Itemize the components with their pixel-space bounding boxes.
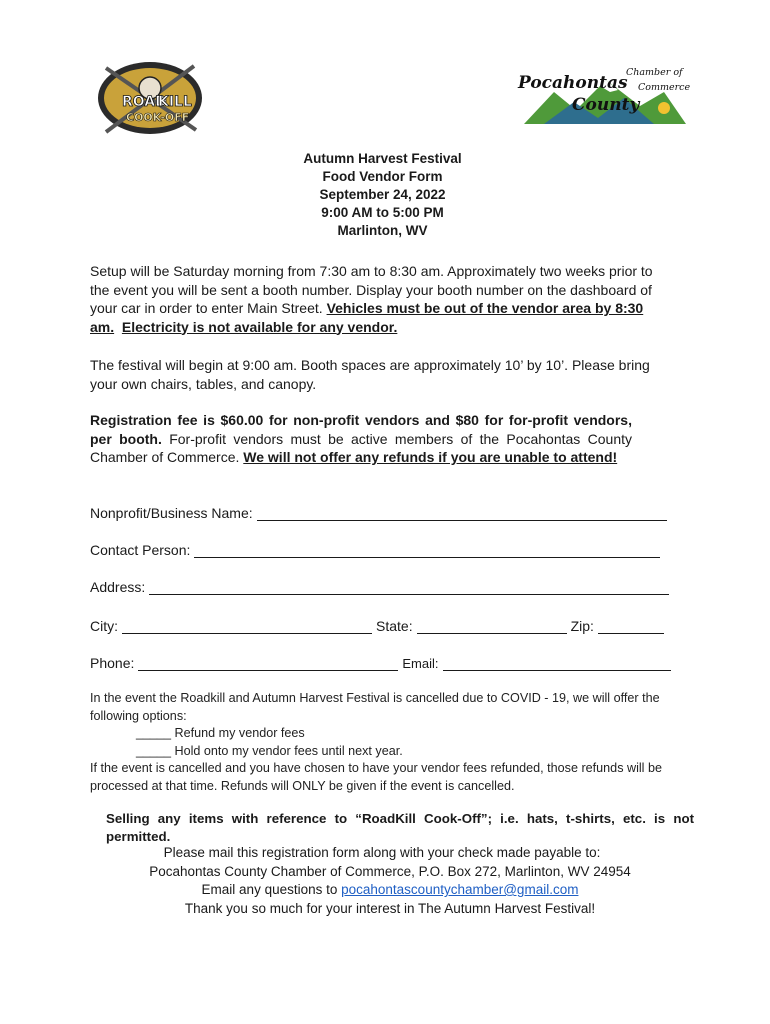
setup-text: Setup will be Saturday morning from 7:30 am to 8:30 am. Approximately two weeks prior to the event you will be sent a booth number. Display your booth number on the dashboard of your car in order to enter Main Street. [90, 263, 653, 316]
event-date: September 24, 2022 [319, 187, 446, 202]
city-label: City: [90, 618, 118, 634]
contact-person-label: Contact Person: [90, 542, 191, 558]
address-field[interactable] [149, 580, 669, 595]
city-state-zip-row [90, 616, 668, 634]
event-time: 9:00 AM to 5:00 PM [321, 205, 444, 220]
form-title: Food Vendor Form [322, 169, 443, 184]
email-prefix: Email any questions to [201, 882, 342, 897]
event-title: Autumn Harvest Festival [303, 151, 462, 166]
setup-paragraph [90, 262, 670, 336]
footer-contact [100, 844, 680, 918]
mail-instructions: Please mail this registration form along with your check made payable to: [163, 845, 601, 860]
registration-text: For-profit vendors must be active members of the Pocahontas County Chamber of Commerce. [90, 430, 632, 465]
contact-person-field[interactable] [194, 543, 660, 558]
covid-section [90, 690, 690, 795]
event-location: Marlinton, WV [337, 223, 428, 238]
svg-text:County: County [572, 95, 640, 115]
address-label: Address: [90, 579, 146, 595]
state-label: State: [376, 618, 413, 634]
zip-field[interactable] [598, 619, 664, 634]
address-row [90, 577, 673, 595]
contact-person-row [90, 540, 664, 558]
svg-text:ROAD: ROAD [122, 94, 167, 110]
svg-text:COOK-OFF: COOK-OFF [126, 111, 190, 124]
registration-paragraph [90, 411, 632, 467]
festival-text: The festival will begin at 9:00 am. Booth spaces are approximately 10’ by 10’. Please bring your own chairs, tables, and canopy. [90, 357, 650, 392]
business-name-row [90, 503, 671, 521]
roadkill-cook-off-logo [92, 54, 208, 140]
refund-notice: We will not offer any refunds if you are unable to attend! [243, 449, 618, 465]
city-field[interactable] [122, 619, 372, 634]
svg-text:Commerce: Commerce [638, 82, 690, 93]
electricity-notice: Electricity is not available for any vendor. [121, 318, 398, 335]
event-header [0, 150, 730, 240]
zip-label: Zip: [570, 618, 594, 634]
svg-text:KILL: KILL [158, 94, 192, 110]
svg-text:Pocahontas: Pocahontas [518, 73, 628, 93]
email-line [100, 881, 680, 900]
thank-you-line: Thank you so much for your interest in The Autumn Harvest Festival! [184, 900, 596, 916]
vehicles-notice: Vehicles must be out of the vendor area by 8:30 am. [90, 300, 644, 335]
selling-notice: Selling any items with reference to “RoadKill Cook-Off”; i.e. hats, t-shirts, etc. is not permitted. [106, 811, 694, 844]
phone-email-row [90, 653, 675, 671]
state-field[interactable] [417, 619, 567, 634]
covid-intro: In the event the Roadkill and Autumn Harvest Festival is cancelled due to COVID - 19, we will offer the following options: [90, 691, 660, 723]
refund-option[interactable]: _____ Refund my vendor fees [136, 726, 305, 740]
email-label: Email: [402, 656, 439, 671]
mailing-address: Pocahontas County Chamber of Commerce, P.O. Box 272, Marlinton, WV 24954 [149, 863, 631, 879]
pocahontas-county-chamber-logo [514, 62, 690, 128]
registration-fee: Registration fee is $60.00 for non-profit vendors and $80 for for-profit vendors, per booth. [90, 412, 632, 447]
chamber-email-link[interactable]: pocahontascountychamber@gmail.com [341, 882, 579, 897]
phone-field[interactable] [138, 656, 398, 671]
business-name-label: Nonprofit/Business Name: [90, 505, 253, 521]
hold-option[interactable]: _____ Hold onto my vendor fees until next year. [136, 743, 403, 758]
business-name-field[interactable] [257, 506, 667, 521]
festival-paragraph [90, 356, 670, 393]
email-field[interactable] [443, 656, 671, 671]
covid-refund-policy: If the event is cancelled and you have chosen to have your vendor fees refunded, those refunds will be processed at that time. Refunds will ONLY be given if the event is cancelled. [90, 761, 662, 793]
phone-label: Phone: [90, 655, 135, 671]
svg-text:Chamber of: Chamber of [626, 67, 683, 78]
